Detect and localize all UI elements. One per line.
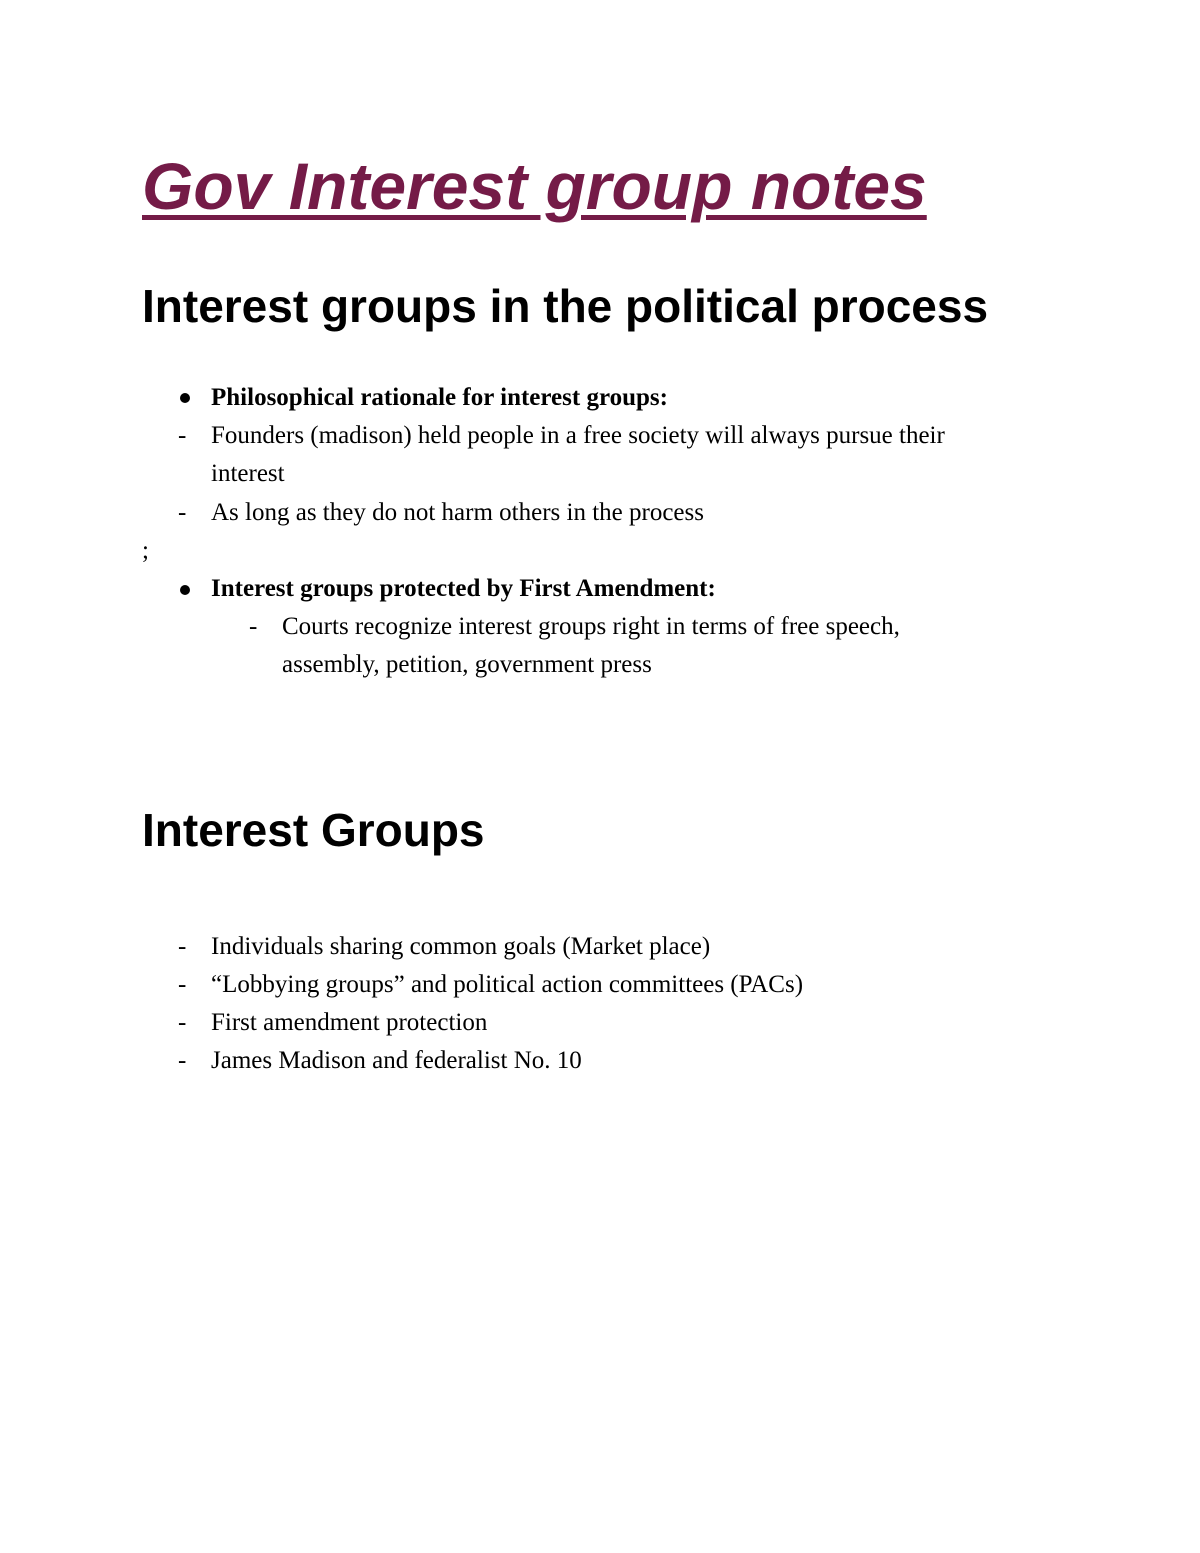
bullet-first-amendment: Interest groups protected by First Amendment:: [211, 575, 716, 602]
dash-marker: -: [249, 613, 258, 640]
list-item-founders: Founders (madison) held people in a free society will always pursue their: [211, 422, 945, 449]
bullet-dot-icon: [180, 585, 190, 595]
bullet-philosophical-rationale: Philosophical rationale for interest groups:: [211, 384, 668, 411]
dash-marker: -: [178, 971, 187, 998]
section-heading-interest-groups: Interest Groups: [142, 804, 485, 856]
dash-marker: -: [178, 1047, 187, 1074]
dash-marker: -: [178, 422, 187, 449]
list-item: James Madison and federalist No. 10: [211, 1047, 582, 1074]
list-item: “Lobbying groups” and political action committees (PACs): [211, 971, 804, 998]
bullet-dot-icon: [180, 393, 190, 403]
list-item-courts-continued: assembly, petition, government press: [282, 651, 652, 678]
list-item: Individuals sharing common goals (Market place): [211, 933, 711, 960]
section-heading-political-process: Interest groups in the political process: [142, 280, 989, 332]
list-item-founders-continued: interest: [211, 460, 285, 487]
list-item: First amendment protection: [211, 1009, 488, 1036]
dash-marker: -: [178, 1009, 187, 1036]
dash-marker: -: [178, 933, 187, 960]
list-item-courts: Courts recognize interest groups right in terms of free speech,: [282, 613, 900, 640]
document-title: Gov Interest group notes: [142, 149, 927, 223]
dash-marker: -: [178, 499, 187, 526]
list-item-no-harm: As long as they do not harm others in the process: [211, 499, 704, 526]
stray-semicolon: ;: [142, 537, 149, 564]
